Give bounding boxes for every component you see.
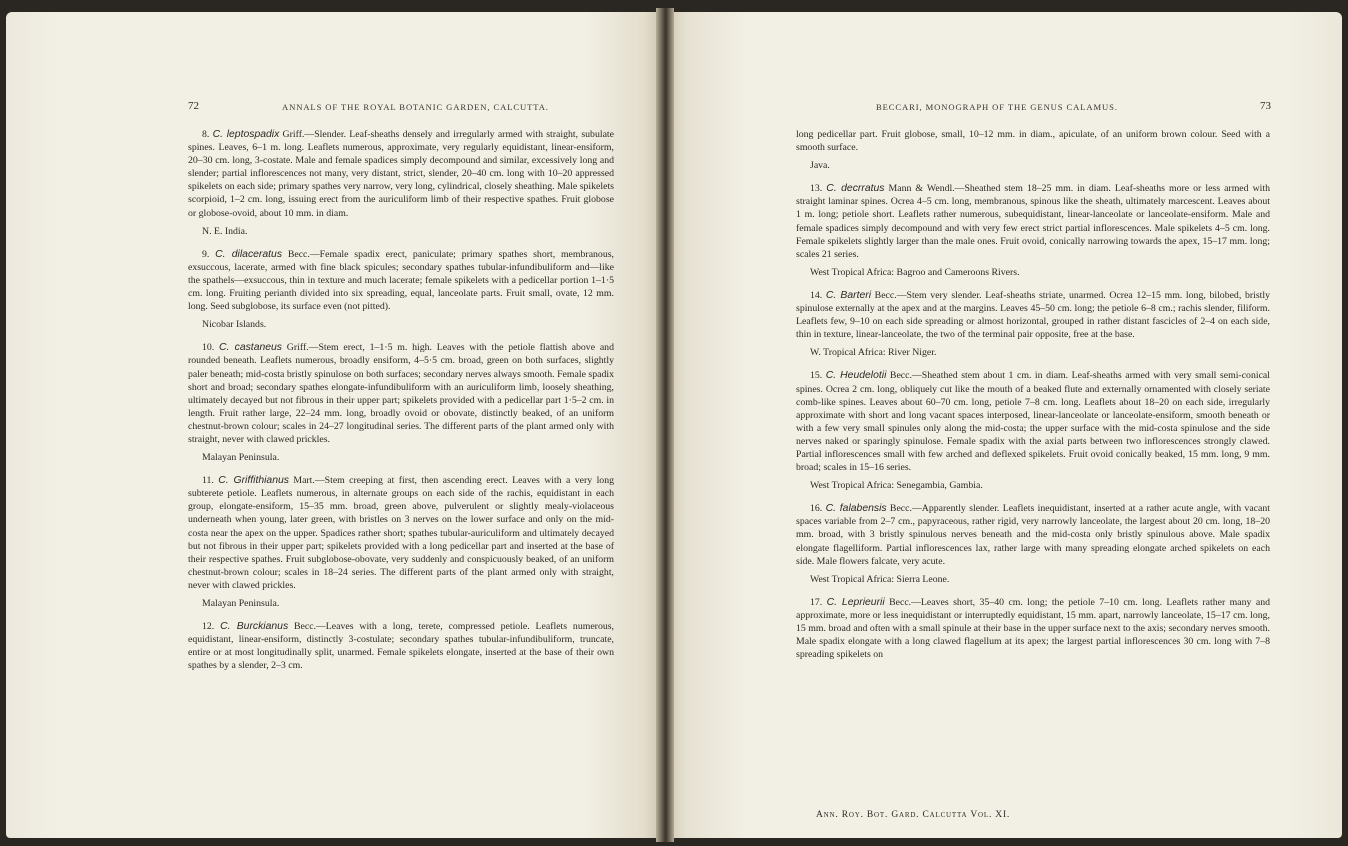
- continuation-text: long pedicellar part. Fruit globose, small, 10–12 mm. in diam., apiculate, of an uniform brown colour. Seed with a smooth surface.: [796, 129, 1270, 154]
- species-entry: 10. C. castaneus Griff.—Stem erect, 1–1·5 m. high. Leaves with the petiole flattish above and rounded beneath. Leaflets numerous, broadly ensiform, 4–5·5 cm. broad, green on both surfaces, slightly paler beneath; mid-costa bristly spinulose on both surfaces; secondary nerves always smooth. Female spadix short and broad; secondary spathes elongate-infundibuliform with an auriculiform limb, loosely sheathing, ultimately decayed but not fibrous in their upper part; spikelets provided with a pedicellar part 1·5–2 cm. in length. Fruit rather large, 22–24 mm. long, broadly ovoid or obovate, distinctly beaked, of an uniform chestnut-brown colour; scales in 24–27 longitudinal series. The different parts of the plant armed only with straight, never with clawed prickles.: [188, 342, 614, 445]
- locality: Malayan Peninsula.: [202, 598, 280, 609]
- species-entry: 13. C. decrratus Mann & Wendl.—Sheathed stem 18–25 mm. in diam. Leaf-sheaths more or less armed with straight laminar spines. Ocrea 4–5 cm. long, membranous, spinous like the sheath, ultimately marcescent. Leaves about 1 m. long; petiole short. Leaflets rather numerous, subequidistant, linear-lanceolate or lanceolate-ensiform. Male and female spadices simply decompound and with very few erect strict partial inflorescences. Male spikelets 4–5 cm. long. Female spikelets slightly larger than the male ones. Fruit ovoid, conically narrowing towards the apex, 15–17 mm. long; scales 21 series.: [796, 183, 1271, 260]
- species-name: C. Heudelotii: [825, 370, 887, 382]
- right-page: [666, 12, 1342, 838]
- locality: Malayan Peninsula.: [202, 452, 280, 464]
- species-entry: 9. C. dilaceratus Becc.—Female spadix erect, paniculate; primary spathes short, membranous, exsuccous, lacerate, armed with fine black spicules; secondary spathes tubular-infundibuliform and—like the spathels—exsuccous, thin in texture and much lacerate; female spikelets with a pedicellar portion 1–1·5 cm. long. Fruiting perianth divided into six spreading, equal, lanceolate parts. Fruit small, ovate, 12 mm. long. Seed subglobose, its surface even (not pitted).: [188, 248, 614, 313]
- species-name: C. decrratus: [826, 183, 885, 195]
- book-gutter: [656, 8, 674, 842]
- page-footer: Ann. Roy. Bot. Gard. Calcutta Vol. XI.: [816, 810, 1011, 820]
- running-header-left: ANNALS OF THE ROYAL BOTANIC GARDEN, CALCUTTA.: [282, 102, 549, 112]
- text-column-left: [188, 128, 614, 677]
- species-entry: 15. C. Heudelotii Becc.—Sheathed stem about 1 cm. in diam. Leaf-sheaths armed with very small semi-conical spines. Ocrea 2 cm. long, obliquely cut like the mouth of a beaked flute and externally ornamented with closely seriate comb-like spines. Leaves about 60–70 cm. long, petiole 7–8 cm. long. Leaflets about 18–20 on each side, irregularly approximate with short and long vacant spaces interposed, linear-lanceolate or lanceolate-ensiform, smooth beneath or with a few very small spinules only along the mid-costa; the upper surface with the mid-costa spinulose and the side nerves naked or sparingly spinulose. Female spadix with the axial parts between two inflorescences strongly clawed. Partial inflorescences small with few arched and deflexed spikelets. Fruit ovoid conically beaked, 15 mm. long, 9 mm. broad; scales in 15–16 series.: [796, 370, 1270, 474]
- locality: West Tropical Africa: Senegambia, Gambia.: [810, 480, 983, 492]
- species-name: C. dilaceratus: [215, 248, 283, 260]
- species-entry: 17. C. Leprieurii Becc.—Leaves short, 35–40 cm. long; the petiole 7–10 cm. long. Leaflets rather many and approximate, more or less inequidistant or interruptedly equidistant, 15 mm. apart, narrowly lanceolate, 15–17 cm. long, 15 mm. broad and often with a small spinule at their base in the upper surface next to the axis; secondary nerves smooth. Male spadix elongate with a long clawed flagellum at its apex; the largest partial inflorescences 30 cm. long with 7–8 spreading spikelets on: [796, 596, 1270, 661]
- species-entry: 16. C. falabensis Becc.—Apparently slender. Leaflets inequidistant, inserted at a rather acute angle, with vacant spaces variable from 2–7 cm., papyraceous, rather rigid, very narrowly lanceolate, the largest about 20 cm. long, 18–20 mm. broad, with 3 bristly spinulous nerves beneath and the mid-costa only bristly spinulous above. Male spadix elongate flagelliform. Partial inflorescences lax, rather large with many spreading elongate arched spikelets on each side. Male flowers falcate, very acute.: [796, 503, 1270, 567]
- locality: West Tropical Africa: Sierra Leone.: [810, 573, 950, 585]
- locality: W. Tropical Africa: River Niger.: [810, 347, 937, 359]
- locality: West Tropical Africa: Bagroo and Cameroons Rivers.: [810, 266, 1020, 278]
- species-name: C. Burckianus: [220, 621, 289, 633]
- species-name: C. Griffithianus: [218, 475, 289, 487]
- species-entry: 12. C. Burckianus Becc.—Leaves with a long, terete, compressed petiole. Leaflets numerous, equidistant, linear-ensiform, distinctly 3-costulate; secondary spathes tubular-infundibuliform, truncate, entire or at most longitudinally split, unarmed. Female spikelets elongate, inserted at the base of their own spathes by a slender, 2–3 cm.: [188, 621, 615, 672]
- species-entry: 11. C. Griffithianus Mart.—Stem creeping at first, then ascending erect. Leaves with a very long subterete petiole. Leaflets numerous, in alternate groups on each side of the rachis, equidistant in each group, elongate-ensiform, 15–35 mm. broad, green above, pulverulent or slightly mealy-violaceous underneath when young, later green, with bristles on 3 nerves on the lower surface and only on the mid-costa near the apex on the upper. Spadices rather short; spathes tubular-auriculiform and ultimately decayed but not fibrous in their upper part; spikelets provided with a long pedicellar part and inserted at the base of their respective spathes. Fruit subglobose-obovate, very suddenly and conspicuously beaked, of an uniform chestnut-brown colour; scales in 18–24 series. The different parts of the plant armed only with straight, never with clawed prickles.: [188, 475, 615, 591]
- left-page: [6, 12, 664, 838]
- species-name: C. Leprieurii: [826, 596, 885, 608]
- text-column-right: [796, 128, 1270, 666]
- species-name: C. Barteri: [825, 289, 872, 301]
- locality: Java.: [810, 160, 830, 172]
- species-name: C. castaneus: [219, 342, 283, 354]
- running-header-right: BECCARI, MONOGRAPH OF THE GENUS CALAMUS.: [876, 102, 1118, 112]
- locality: Nicobar Islands.: [202, 319, 267, 331]
- page-number-left: 72: [188, 100, 199, 112]
- page-number-right: 73: [1260, 100, 1271, 112]
- species-entry: 14. C. Barteri Becc.—Stem very slender. Leaf-sheaths striate, unarmed. Ocrea 12–15 mm. long, bilobed, bristly spinulose externally at the apex and at the margins. Leaves 45–50 cm. long; the petiole 6–8 cm.; rachis slender, filiform. Leaflets few, 9–10 on each side spreading or almost horizontal, grouped in rather distant fascicles of 2–4 on each side, thin in texture, linear-lanceolate, the two of the terminal pair opposite, free at the base.: [796, 289, 1270, 341]
- species-name: C. leptospadix: [212, 129, 280, 140]
- species-entry: 8. C. leptospadix Griff.—Slender. Leaf-sheaths densely and irregularly armed with straight, subulate spines. Leaves, 6–1 m. long. Leaflets numerous, approximate, very regularly equidistant, linear-ensiform, 20–30 cm. long, 3-costate. Male and female spadices simply decompound and similar, excessively long and slender; partial inflorescences not many, very distant, strict, slender, 20–40 cm. long with 10–20 appressed spikelets on each side; primary spathes very narrow, very long, cylindrical, closely sheathing. Male spikelets scorpioid, 1–2 cm. long, issuing erect from the auriculiform limb of their respective spathes. Fruit globose or globose-ovoid, about 10 mm. in diam.: [188, 129, 614, 219]
- locality: N. E. India.: [202, 225, 248, 237]
- species-name: C. falabensis: [825, 503, 887, 515]
